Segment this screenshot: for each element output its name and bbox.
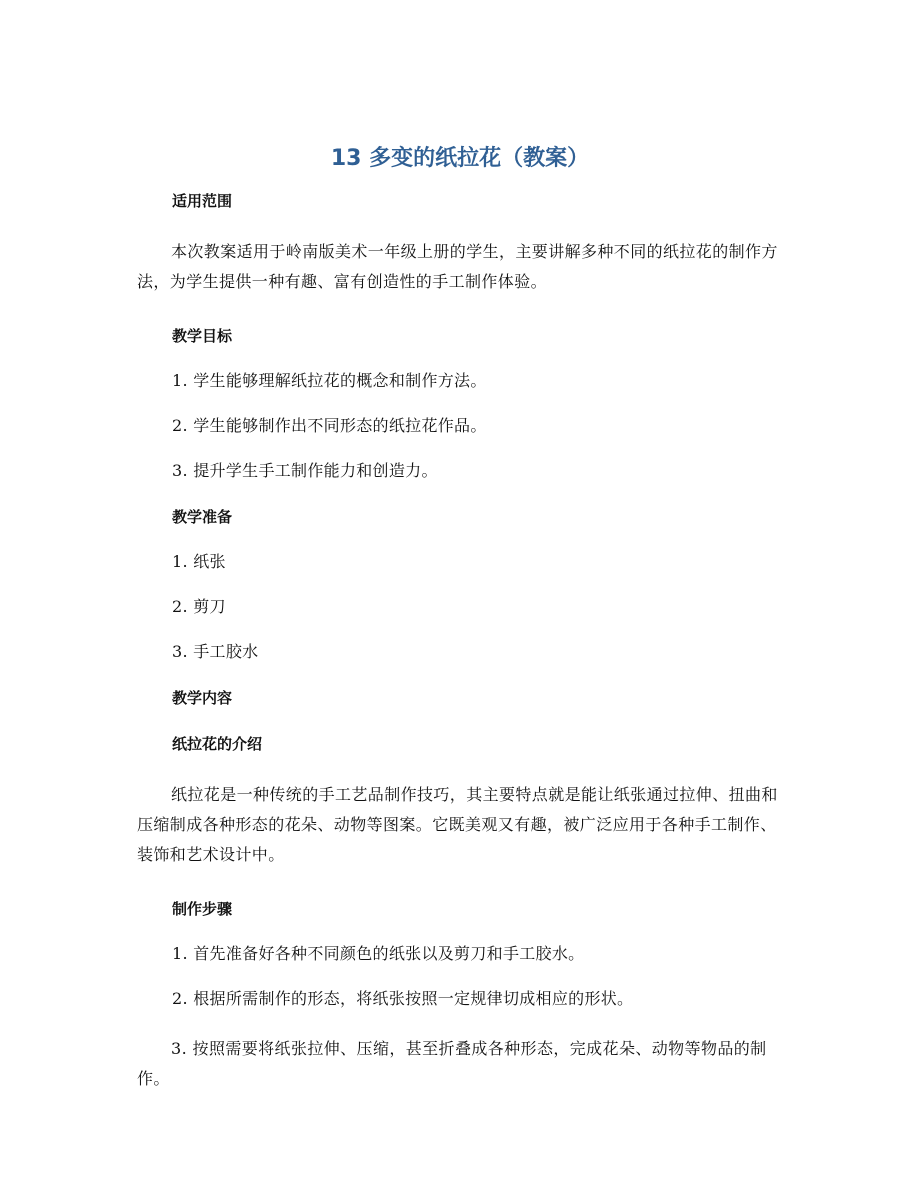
prep-item-3: 3. 手工胶水 [172,642,259,661]
document-body [137,190,785,1094]
section-heading-content: 教学内容 [172,689,233,707]
section-heading-scope: 适用范围 [172,192,233,210]
section-heading-prep: 教学准备 [172,508,233,526]
step-item-1: 1. 首先准备好各种不同颜色的纸张以及剪刀和手工胶水。 [172,944,585,963]
section-heading-steps: 制作步骤 [172,900,233,918]
document-title: 13 多变的纸拉花（教案） [330,146,590,171]
goal-item-3: 3. 提升学生手工制作能力和创造力。 [172,461,438,480]
section-heading-goals: 教学目标 [172,327,233,345]
goal-item-1: 1. 学生能够理解纸拉花的概念和制作方法。 [172,371,487,390]
step-item-2: 2. 根据所需制作的形态，将纸张按照一定规律切成相应的形状。 [172,989,634,1008]
prep-item-1: 1. 纸张 [172,552,226,571]
prep-item-2: 2. 剪刀 [172,597,226,616]
goal-item-2: 2. 学生能够制作出不同形态的纸拉花作品。 [172,416,487,435]
section-heading-intro: 纸拉花的介绍 [172,735,263,753]
scope-paragraph: 本次教案适用于岭南版美术一年级上册的学生，主要讲解多种不同的纸拉花的制作方法，为学生提供一种有趣、富有创造性的手工制作体验。 [137,242,778,291]
intro-paragraph: 纸拉花是一种传统的手工艺品制作技巧，其主要特点就是能让纸张通过拉伸、扭曲和压缩制成各种形态的花朵、动物等图案。它既美观又有趣，被广泛应用于各种手工制作、装饰和艺术设计中。 [137,785,778,864]
step-item-3: 3. 按照需要将纸张拉伸、压缩，甚至折叠成各种形态，完成花朵、动物等物品的制作。 [137,1039,767,1088]
